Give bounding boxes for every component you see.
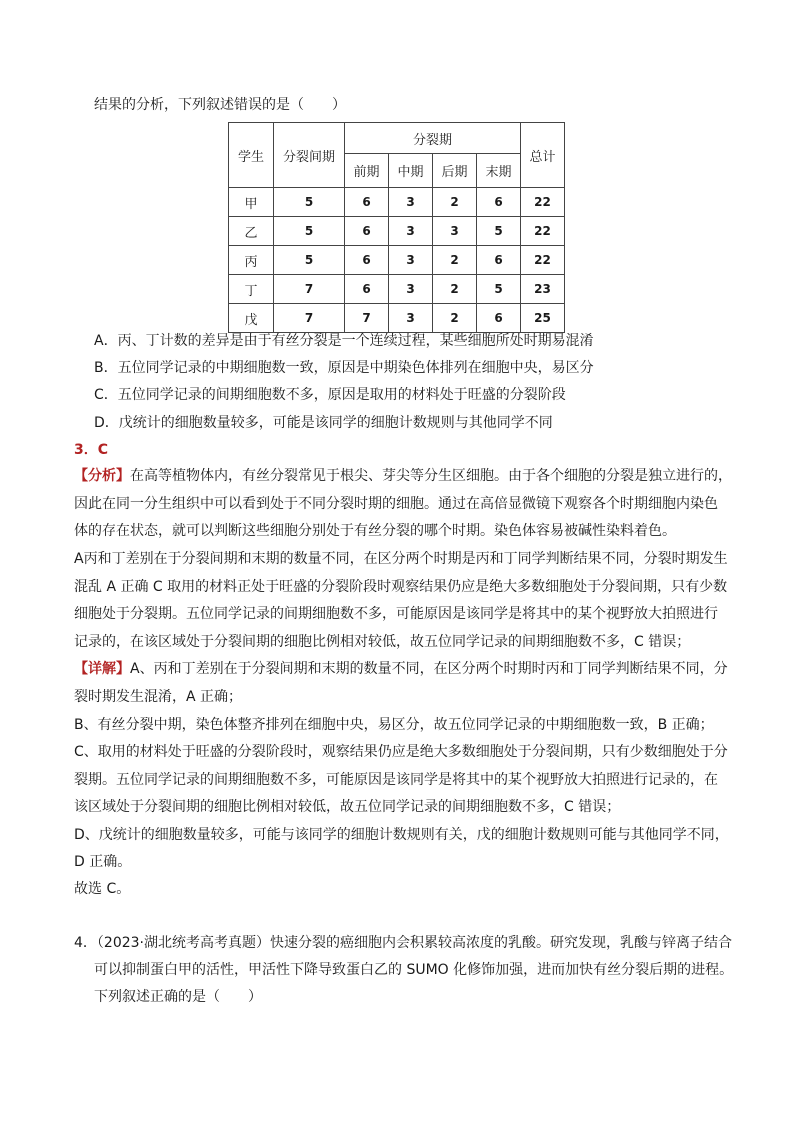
cell-total: 23 xyxy=(521,275,565,304)
header-metaphase: 中期 xyxy=(389,154,433,188)
cell-metaphase: 3 xyxy=(389,217,433,246)
cell-telophase: 6 xyxy=(477,304,521,333)
header-telophase: 末期 xyxy=(477,154,521,188)
cell-student: 甲 xyxy=(229,188,274,217)
analysis-tag: 【分析】 xyxy=(74,468,130,484)
cell-prophase: 6 xyxy=(345,217,389,246)
detail-line-d1: D、戊统计的细胞数量较多，可能与该同学的细胞计数规则有关，戊的细胞计数规则可能与其他同学不同， xyxy=(74,827,729,843)
q4-line-2: 可以抑制蛋白甲的活性，甲活性下降导致蛋白乙的 SUMO 化修饰加强，进而加快有丝分裂后期的进程。 xyxy=(94,962,734,978)
detail-line-c3: 该区域处于分裂间期的细胞比例相对较低，故五位同学记录的间期细胞数不多，C 错误； xyxy=(74,799,621,815)
cell-prophase: 6 xyxy=(345,275,389,304)
q4-line-3: 下列叙述正确的是（ ） xyxy=(94,989,262,1005)
cell-anaphase: 2 xyxy=(433,304,477,333)
cell-count-table xyxy=(228,122,565,333)
cell-student: 戊 xyxy=(229,304,274,333)
detail-line-a1 xyxy=(74,659,728,679)
detail-line-c1: C、取用的材料处于旺盛的分裂阶段时，观察结果仍应是绝大多数细胞处于分裂间期，只有少数细胞处于分 xyxy=(74,744,728,760)
analysis-line-1 xyxy=(74,466,732,486)
analysis-line-5: 混乱 A 正确 C 取用的材料正处于旺盛的分裂阶段时观察结果仍应是绝大多数细胞处于分裂间期，只有少数 xyxy=(74,579,728,595)
cell-metaphase: 3 xyxy=(389,275,433,304)
table-row xyxy=(229,246,565,275)
analysis-line-4: A丙和丁差别在于分裂间期和末期的数量不同，在区分两个时期是丙和丁同学判断结果不同，分裂时期发生 xyxy=(74,551,728,567)
detail-line-a2: 裂时期发生混淆，A 正确； xyxy=(74,689,243,705)
analysis-line-3: 体的存在状态，就可以判断这些细胞分别处于有丝分裂的哪个时期。染色体容易被碱性染料着色。 xyxy=(74,523,676,539)
cell-telophase: 6 xyxy=(477,188,521,217)
header-interphase: 分裂间期 xyxy=(274,123,345,188)
cell-anaphase: 3 xyxy=(433,217,477,246)
analysis-line-6: 细胞处于分裂期。五位同学记录的间期细胞数不多，可能原因是该同学是将其中的某个视野放大拍照进行 xyxy=(74,606,718,622)
cell-interphase: 5 xyxy=(274,246,345,275)
header-student: 学生 xyxy=(229,123,274,188)
cell-anaphase: 2 xyxy=(433,246,477,275)
analysis-line-2: 因此在同一分生组织中可以看到处于不同分裂时期的细胞。通过在高倍显微镜下观察各个时期细胞内染色 xyxy=(74,496,718,512)
header-total: 总计 xyxy=(521,123,565,188)
option-b: B．五位同学记录的中期细胞数一致，原因是中期染色体排列在细胞中央，易区分 xyxy=(94,360,594,376)
detail-line-d2: D 正确。 xyxy=(74,854,132,870)
cell-student: 乙 xyxy=(229,217,274,246)
detail-tag: 【详解】 xyxy=(74,661,130,677)
cell-anaphase: 2 xyxy=(433,275,477,304)
header-prophase: 前期 xyxy=(345,154,389,188)
cell-total: 25 xyxy=(521,304,565,333)
answer-label: 3．C xyxy=(74,442,109,458)
analysis-text: 在高等植物体内，有丝分裂常见于根尖、芽尖等分生区细胞。由于各个细胞的分裂是独立进行的， xyxy=(130,468,732,484)
q4-line-1: 4．（2023·湖北统考高考真题）快速分裂的癌细胞内会积累较高浓度的乳酸。研究发现，乳酸与锌离子结合 xyxy=(74,935,732,951)
cell-interphase: 5 xyxy=(274,217,345,246)
conclusion: 故选 C。 xyxy=(74,881,131,897)
cell-metaphase: 3 xyxy=(389,188,433,217)
cell-prophase: 7 xyxy=(345,304,389,333)
cell-telophase: 5 xyxy=(477,275,521,304)
table-row xyxy=(229,275,565,304)
cell-anaphase: 2 xyxy=(433,188,477,217)
detail-line-b1: B、有丝分裂中期，染色体整齐排列在细胞中央，易区分，故五位同学记录的中期细胞数一致，B 正确； xyxy=(74,717,714,733)
table-row xyxy=(229,217,565,246)
question-stem-tail: 结果的分析，下列叙述错误的是（ ） xyxy=(94,97,346,113)
cell-telophase: 6 xyxy=(477,246,521,275)
cell-interphase: 5 xyxy=(274,188,345,217)
cell-interphase: 7 xyxy=(274,304,345,333)
option-d: D．戊统计的细胞数量较多，可能是该同学的细胞计数规则与其他同学不同 xyxy=(94,415,553,431)
table-row xyxy=(229,304,565,333)
cell-interphase: 7 xyxy=(274,275,345,304)
table-row xyxy=(229,188,565,217)
header-mitosis: 分裂期 xyxy=(345,123,521,154)
cell-prophase: 6 xyxy=(345,188,389,217)
cell-prophase: 6 xyxy=(345,246,389,275)
cell-student: 丙 xyxy=(229,246,274,275)
option-a: A．丙、丁计数的差异是由于有丝分裂是一个连续过程，某些细胞所处时期易混淆 xyxy=(94,333,594,349)
cell-metaphase: 3 xyxy=(389,246,433,275)
cell-metaphase: 3 xyxy=(389,304,433,333)
detail-line-c2: 裂期。五位同学记录的间期细胞数不多，可能原因是该同学是将其中的某个视野放大拍照进行记录的，在 xyxy=(74,772,718,788)
analysis-line-7: 记录的，在该区域处于分裂间期的细胞比例相对较低，故五位同学记录的间期细胞数不多，C 错误； xyxy=(74,634,691,650)
option-c: C．五位同学记录的间期细胞数不多，原因是取用的材料处于旺盛的分裂阶段 xyxy=(94,387,566,403)
cell-total: 22 xyxy=(521,217,565,246)
cell-telophase: 5 xyxy=(477,217,521,246)
cell-total: 22 xyxy=(521,246,565,275)
cell-student: 丁 xyxy=(229,275,274,304)
detail-text: A、丙和丁差别在于分裂间期和末期的数量不同，在区分两个时期时丙和丁同学判断结果不同，分 xyxy=(130,661,728,677)
cell-total: 22 xyxy=(521,188,565,217)
header-anaphase: 后期 xyxy=(433,154,477,188)
